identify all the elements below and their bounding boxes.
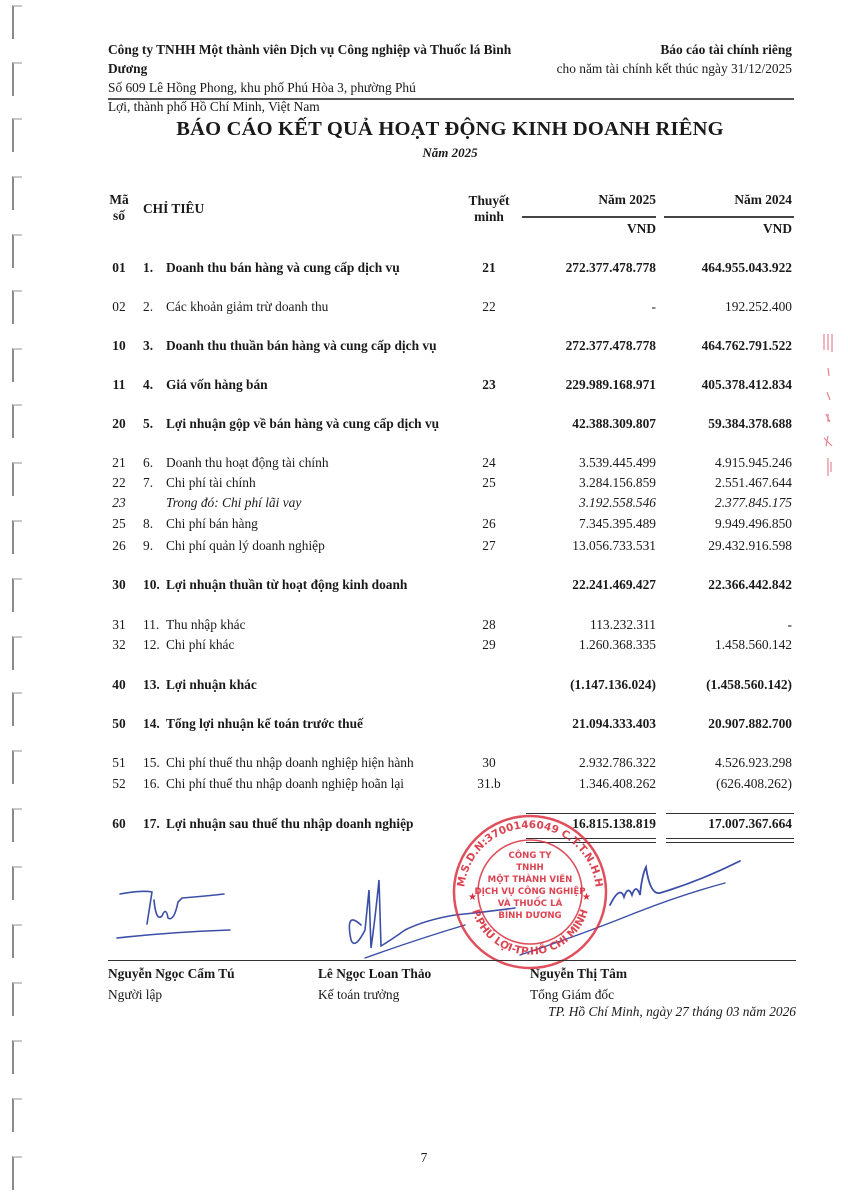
row-code: 50 [112, 716, 126, 731]
row-value-2025: 21.094.333.403 [572, 716, 656, 731]
row-value-2024: 17.007.367.664 [708, 816, 792, 831]
signer-general-director [530, 963, 627, 1005]
binder-mark [12, 234, 22, 268]
table-row [108, 754, 794, 772]
column-header-code-line2: số [113, 208, 125, 223]
margin-initials-mark [818, 330, 838, 480]
row-value-2024: (1.458.560.142) [706, 677, 792, 692]
row-code: 11 [112, 377, 126, 392]
row-label: Giá vốn hàng bán [166, 377, 268, 392]
table-row [108, 537, 794, 555]
row-number: 7. [143, 475, 154, 490]
binder-mark [12, 808, 22, 842]
row-value-2025: 22.241.469.427 [572, 577, 656, 592]
row-value-2024: - [787, 617, 792, 632]
row-label: Doanh thu thuần bán hàng và cung cấp dịch vụ [166, 338, 437, 353]
row-value-2025: 42.388.309.807 [572, 416, 656, 431]
signature-divider [108, 960, 796, 961]
row-value-2024: 2.551.467.644 [715, 475, 792, 490]
table-row [108, 616, 794, 634]
row-label: Trong đó: Chi phí lãi vay [166, 495, 302, 510]
column-header-note-line1: Thuyết [468, 193, 510, 208]
row-label: Chi phí tài chính [166, 475, 256, 490]
row-value-2025: 1.346.408.262 [579, 776, 656, 791]
row-value-2024: 4.526.923.298 [715, 755, 792, 770]
table-row [108, 474, 794, 492]
row-code: 25 [112, 516, 126, 531]
binder-mark [12, 5, 22, 39]
row-value-2024: (626.408.262) [716, 776, 792, 791]
row-code: 22 [112, 475, 126, 490]
row-value-2025: 272.377.478.778 [565, 260, 656, 275]
table-row [108, 636, 794, 654]
binder-mark [12, 1098, 22, 1132]
row-code: 01 [112, 260, 126, 275]
row-label: Lợi nhuận sau thuế thu nhập doanh nghiệp [166, 816, 414, 831]
row-number: 1. [143, 260, 154, 275]
row-value-2025: 113.232.311 [590, 617, 656, 632]
binder-mark [12, 520, 22, 554]
row-label: Chi phí bán hàng [166, 516, 258, 531]
row-note: 31.b [477, 776, 501, 791]
row-number: 3. [143, 338, 154, 353]
row-label: Chi phí khác [166, 637, 235, 652]
binder-mark [12, 578, 22, 612]
stamp-inner-line: VÀ THUỐC LÁ [497, 899, 563, 909]
row-code: 52 [112, 776, 126, 791]
row-value-2025: (1.147.136.024) [570, 677, 656, 692]
row-value-2024: 20.907.882.700 [708, 716, 792, 731]
table-row [108, 715, 794, 733]
table-row [108, 515, 794, 533]
binder-mark [12, 118, 22, 152]
row-value-2024: 59.384.378.688 [708, 416, 792, 431]
column-header-year-2025: Năm 2025 [598, 192, 656, 207]
row-value-2024: 464.762.791.522 [701, 338, 792, 353]
row-number: 12. [143, 637, 160, 652]
row-value-2024: 9.949.496.850 [715, 516, 792, 531]
binder-mark [12, 866, 22, 900]
row-value-2024: 464.955.043.922 [701, 260, 792, 275]
column-header-year-2024: Năm 2024 [734, 192, 792, 207]
table-row [108, 376, 794, 394]
row-number: 4. [143, 377, 154, 392]
row-code: 10 [112, 338, 126, 353]
binder-mark [12, 982, 22, 1016]
preparer-role: Người lập [108, 987, 163, 1002]
row-label: Lợi nhuận khác [166, 677, 257, 692]
header-divider [108, 98, 794, 100]
row-number: 17. [143, 816, 160, 831]
row-number: 8. [143, 516, 154, 531]
binder-mark [12, 924, 22, 958]
table-row [108, 259, 794, 277]
row-number: 15. [143, 755, 160, 770]
signer-preparer [108, 963, 235, 1005]
row-note: 26 [482, 516, 496, 531]
table-row [108, 775, 794, 793]
row-number: 9. [143, 538, 154, 553]
row-label: Các khoản giảm trừ doanh thu [166, 299, 329, 314]
binder-mark [12, 176, 22, 210]
row-value-2024: 192.252.400 [725, 299, 792, 314]
row-value-2024: 2.377.845.175 [715, 495, 792, 510]
row-number: 14. [143, 716, 160, 731]
binder-mark [12, 750, 22, 784]
row-value-2025: 272.377.478.778 [565, 338, 656, 353]
row-value-2025: 2.932.786.322 [579, 755, 656, 770]
row-number: 16. [143, 776, 160, 791]
general-director-role: Tổng Giám đốc [530, 987, 615, 1002]
svg-text:★: ★ [468, 892, 477, 903]
row-number: 5. [143, 416, 154, 431]
row-value-2024: 4.915.945.246 [715, 455, 792, 470]
binder-mark [12, 348, 22, 382]
chief-accountant-role: Kế toán trưởng [318, 987, 400, 1002]
binder-mark [12, 462, 22, 496]
row-value-2025: 16.815.138.819 [572, 816, 656, 831]
stamp-text-top: M.S.D.N:3700146049 C.T.T.N.H.H [455, 818, 605, 888]
row-note: 22 [482, 299, 496, 314]
row-label: Lợi nhuận gộp về bán hàng và cung cấp dịch vụ [166, 416, 440, 431]
report-info [512, 40, 792, 78]
row-label: Doanh thu hoạt động tài chính [166, 455, 329, 470]
row-code: 23 [112, 495, 126, 510]
column-header-note [460, 193, 518, 225]
column-header-rule-2025 [522, 216, 656, 218]
stamp-text-bottom: P.PHÚ LỢI-TP.HỒ CHÍ MINH [469, 907, 591, 958]
row-value-2024: 405.378.412.834 [701, 377, 792, 392]
signer-chief-accountant [318, 963, 431, 1005]
stamp-inner-line: DỊCH VỤ CÔNG NGHIỆP [474, 887, 586, 897]
binder-mark [12, 404, 22, 438]
company-block [108, 40, 528, 116]
row-code: 26 [112, 538, 126, 553]
row-label: Chi phí thuế thu nhập doanh nghiệp hoãn lại [166, 776, 405, 791]
page-title: BÁO CÁO KẾT QUẢ HOẠT ĐỘNG KINH DOANH RIÊNG [176, 118, 724, 140]
row-note: 23 [482, 377, 496, 392]
company-name: Công ty TNHH Một thành viên Dịch vụ Công nghiệp và Thuốc lá Bình Dương [108, 42, 512, 76]
signature-preparer [112, 872, 262, 947]
row-note: 28 [482, 617, 496, 632]
sign-place-date: TP. Hồ Chí Minh, ngày 27 tháng 03 năm 2026 [548, 1004, 796, 1019]
row-value-2025: 1.260.368.335 [579, 637, 656, 652]
stamp-inner-line: CÔNG TY [508, 851, 552, 861]
company-seal [442, 810, 618, 970]
row-label: Chi phí thuế thu nhập doanh nghiệp hiện hành [166, 755, 414, 770]
row-code: 20 [112, 416, 126, 431]
row-label: Doanh thu bán hàng và cung cấp dịch vụ [166, 260, 400, 275]
row-label: Thu nhập khác [166, 617, 246, 632]
row-code: 21 [112, 455, 126, 470]
table-row [108, 494, 794, 512]
column-unit-2024: VND [762, 221, 792, 236]
table-row [108, 337, 794, 355]
column-header-note-line2: minh [474, 209, 504, 224]
preparer-name: Nguyễn Ngọc Cẩm Tú [108, 966, 235, 981]
row-value-2024: 29.432.916.598 [708, 538, 792, 553]
row-code: 30 [112, 577, 126, 592]
row-label: Lợi nhuận thuần từ hoạt động kinh doanh [166, 577, 408, 592]
report-type: Báo cáo tài chính riêng [660, 42, 792, 57]
row-number: 13. [143, 677, 160, 692]
binder-mark [12, 62, 22, 96]
row-value-2025: - [651, 299, 656, 314]
row-code: 51 [112, 755, 126, 770]
binder-mark [12, 1040, 22, 1074]
stamp-inner-line: TNHH [516, 863, 544, 873]
row-value-2025: 3.284.156.859 [579, 475, 656, 490]
stamp-inner-line: BÌNH DƯƠNG [498, 911, 562, 921]
row-number: 2. [143, 299, 154, 314]
column-header-item: CHỈ TIÊU [143, 201, 205, 216]
row-number: 6. [143, 455, 154, 470]
row-value-2025: 3.192.558.546 [579, 495, 656, 510]
table-row [108, 676, 794, 694]
binder-marks [12, 0, 26, 1200]
page-subtitle: Năm 2025 [422, 145, 478, 160]
binder-mark [12, 290, 22, 324]
row-label: Chi phí quản lý doanh nghiệp [166, 538, 325, 553]
company-address-line2: Lợi, thành phố Hồ Chí Minh, Việt Nam [108, 99, 320, 114]
row-code: 40 [112, 677, 126, 692]
row-code: 31 [112, 617, 126, 632]
svg-text:★: ★ [582, 892, 591, 903]
row-note: 25 [482, 475, 496, 490]
table-row [108, 415, 794, 433]
row-note: 30 [482, 755, 496, 770]
row-note: 21 [482, 260, 496, 275]
binder-mark [12, 636, 22, 670]
report-period: cho năm tài chính kết thúc ngày 31/12/2025 [556, 61, 792, 76]
general-director-name: Nguyễn Thị Tâm [530, 966, 627, 981]
row-value-2025: 3.539.445.499 [579, 455, 656, 470]
page-number: 7 [420, 1150, 428, 1165]
total-double-rule-2024 [666, 838, 794, 843]
column-header-rule-2024 [664, 216, 794, 218]
row-value-2025: 13.056.733.531 [572, 538, 656, 553]
row-number: 11. [143, 617, 160, 632]
row-note: 24 [482, 455, 496, 470]
row-code: 32 [112, 637, 126, 652]
chief-accountant-name: Lê Ngọc Loan Thảo [318, 966, 432, 981]
row-label: Tổng lợi nhuận kế toán trước thuế [166, 716, 363, 731]
total-top-rule-2024 [666, 813, 794, 814]
row-value-2025: 229.989.168.971 [565, 377, 656, 392]
stamp-inner-line: MỘT THÀNH VIÊN [487, 875, 573, 885]
row-value-2024: 22.366.442.842 [708, 577, 792, 592]
table-row [108, 454, 794, 472]
row-number: 10. [143, 577, 160, 592]
column-header-code [108, 192, 130, 224]
binder-mark [12, 692, 22, 726]
column-unit-2025: VND [626, 221, 656, 236]
row-code: 60 [112, 816, 126, 831]
row-value-2024: 1.458.560.142 [715, 637, 792, 652]
row-code: 02 [112, 299, 126, 314]
table-row [108, 298, 794, 316]
row-note: 27 [482, 538, 496, 553]
column-header-code-line1: Mã [109, 192, 129, 207]
company-address-line1: Số 609 Lê Hồng Phong, khu phố Phú Hòa 3, phường Phú [108, 80, 416, 95]
row-note: 29 [482, 637, 496, 652]
table-row [108, 576, 794, 594]
row-value-2025: 7.345.395.489 [579, 516, 656, 531]
